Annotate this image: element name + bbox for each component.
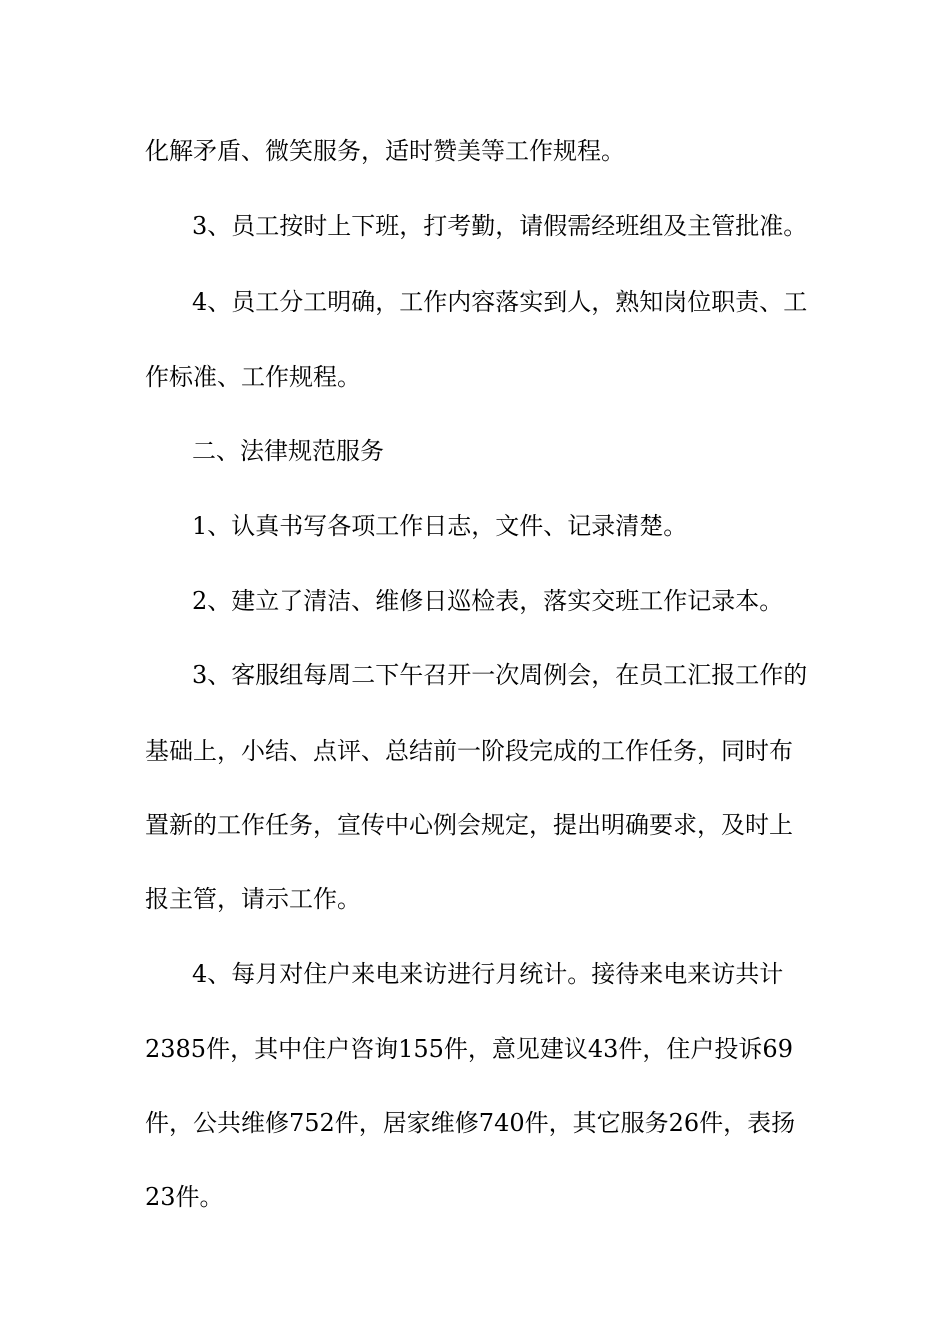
paragraph-line: 报主管，请示工作。 [145, 885, 361, 913]
paragraph-line: 23件。 [145, 1183, 224, 1211]
paragraph-line: 1、认真书写各项工作日志，文件、记录清楚。 [192, 512, 688, 540]
paragraph-line: 3、客服组每周二下午召开一次周例会，在员工汇报工作的 [192, 661, 808, 689]
paragraph-line: 3、员工按时上下班，打考勤，请假需经班组及主管批准。 [192, 212, 808, 240]
paragraph-line: 基础上，小结、点评、总结前一阶段完成的工作任务，同时布 [145, 737, 793, 765]
paragraph-line: 2385件，其中住户咨询155件，意见建议43件，住户投诉69 [145, 1035, 793, 1063]
paragraph-line: 置新的工作任务，宣传中心例会规定，提出明确要求，及时上 [145, 811, 793, 839]
paragraph-line: 件，公共维修752件，居家维修740件，其它服务26件，表扬 [145, 1109, 796, 1137]
paragraph-line: 作标准、工作规程。 [145, 363, 361, 391]
section-heading: 二、法律规范服务 [192, 437, 384, 465]
paragraph-line: 化解矛盾、微笑服务，适时赞美等工作规程。 [145, 137, 625, 165]
paragraph-line: 4、员工分工明确，工作内容落实到人，熟知岗位职责、工 [192, 288, 808, 316]
paragraph-line: 2、建立了清洁、维修日巡检表，落实交班工作记录本。 [192, 587, 784, 615]
paragraph-line: 4、每月对住户来电来访进行月统计。接待来电来访共计 [192, 960, 784, 988]
